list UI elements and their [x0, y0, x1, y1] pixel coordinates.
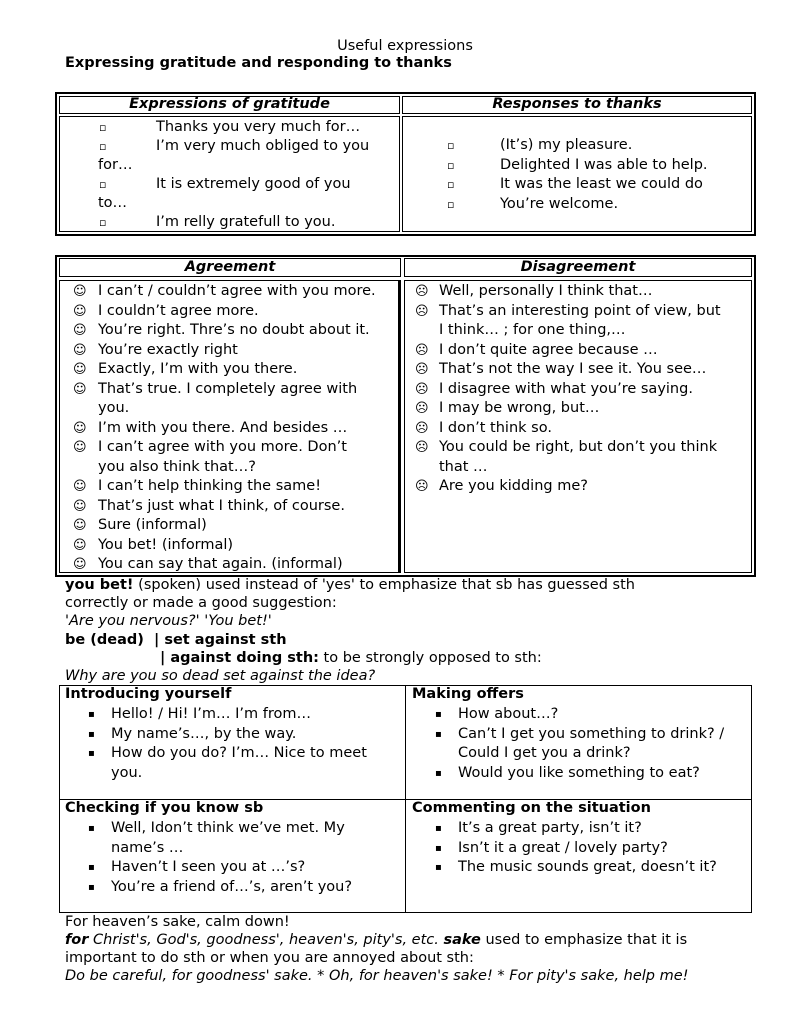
- situation-title: Checking if you know sb: [65, 800, 264, 816]
- frown-icon: ☹: [415, 342, 429, 358]
- frown-icon: ☹: [415, 284, 429, 299]
- smiley-icon: ☺: [73, 440, 87, 455]
- frown-icon: ☹: [415, 479, 429, 494]
- situation-phrase: Isn’t it a great / lovely party?: [458, 839, 668, 856]
- agreement-phrase: You’re right. Thre’s no doubt about it.: [98, 322, 370, 338]
- smiley-icon: ☺: [73, 362, 87, 377]
- situation-title: Making offers: [412, 686, 524, 702]
- page-title: Useful expressions: [337, 38, 473, 54]
- thanks-response: You’re welcome.: [500, 196, 619, 212]
- agreement-phrase: That’s just what I think, of course.: [98, 497, 345, 514]
- square-bullet-icon: ▫: [447, 198, 455, 211]
- situation-phrase: You’re a friend of…’s, aren’t you?: [111, 878, 353, 895]
- gratitude-expression: It is extremely good of you: [156, 176, 351, 192]
- disagreement-phrase: Well, personally I think that…: [439, 283, 653, 299]
- smiley-icon: ☺: [73, 498, 87, 514]
- frown-icon: ☹: [415, 420, 429, 436]
- set-against-def: to be strongly opposed to sth:: [318, 650, 542, 666]
- page-subtitle: Expressing gratitude and responding to thanks: [65, 55, 452, 71]
- square-bullet-icon: ▪: [88, 881, 95, 893]
- situation-phrase: Hello! / Hi! I’m… I’m from…: [111, 706, 312, 722]
- agreement-header: Agreement: [184, 259, 276, 275]
- set-against-definition: [160, 649, 542, 668]
- smiley-icon: ☺: [73, 323, 87, 338]
- for-sake-example: Do be careful, for goodness' sake. * Oh, for heaven's sake! * For pity's sake, help me!: [65, 968, 689, 984]
- smiley-icon: ☺: [73, 479, 87, 494]
- for-sake-def-2: important to do sth or when you are annoyed about sth:: [65, 950, 474, 966]
- smiley-icon: ☺: [73, 537, 87, 553]
- situation-phrase: Well, Idon’t think we’ve met. My: [111, 820, 345, 836]
- you-bet-def: (spoken) used instead of 'yes' to emphasize that sb has guessed sth: [133, 577, 635, 593]
- disagreement-phrase-continued: I think… ; for one thing,…: [439, 322, 626, 338]
- agreement-phrase-continued: you.: [98, 400, 130, 416]
- square-bullet-icon: ▪: [435, 823, 442, 834]
- footer-example-1: For heaven’s sake, calm down!: [65, 914, 290, 930]
- smiley-icon: ☺: [73, 381, 87, 397]
- for-word: for: [65, 932, 89, 948]
- disagreement-phrase-continued: that …: [439, 458, 488, 475]
- disagreement-phrase: I don’t think so.: [439, 419, 552, 436]
- square-bullet-icon: ▫: [447, 178, 455, 191]
- square-bullet-icon: ▪: [435, 842, 442, 854]
- smiley-icon: ☺: [73, 518, 87, 533]
- disagreement-phrase: That’s not the way I see it. You see…: [439, 361, 707, 377]
- agreement-phrase: I couldn’t agree more.: [98, 302, 259, 319]
- agreement-phrase: You can say that again. (informal): [98, 556, 343, 572]
- situation-phrase: Would you like something to eat?: [458, 764, 700, 781]
- situation-phrase: My name’s…, by the way.: [111, 725, 297, 742]
- thanks-response: (It’s) my pleasure.: [500, 137, 633, 153]
- smiley-icon: ☺: [73, 557, 87, 572]
- gratitude-expression-continued: to…: [98, 195, 128, 211]
- situation-phrase: How about…?: [458, 706, 559, 722]
- square-bullet-icon: ▪: [88, 748, 95, 759]
- agreement-phrase: Exactly, I’m with you there.: [98, 361, 298, 377]
- situation-phrase: Can’t I get you something to drink? /: [458, 725, 725, 742]
- agreement-phrase: Sure (informal): [98, 517, 207, 533]
- you-bet-term: you bet!: [65, 577, 134, 593]
- square-bullet-icon: ▪: [88, 823, 95, 834]
- square-bullet-icon: ▪: [435, 862, 442, 873]
- square-bullet-icon: ▫: [99, 178, 107, 191]
- agreement-phrase: I can’t / couldn’t agree with you more.: [98, 283, 376, 299]
- square-bullet-icon: ▫: [447, 139, 455, 152]
- gratitude-expression: I’m very much obliged to you: [156, 138, 370, 154]
- situation-phrase: It’s a great party, isn’t it?: [458, 820, 642, 836]
- you-bet-definition: [65, 576, 635, 595]
- sake-word: sake: [443, 932, 481, 948]
- disagreement-phrase: Are you kidding me?: [439, 478, 588, 494]
- smiley-icon: ☺: [73, 303, 87, 319]
- agreement-phrase: That’s true. I completely agree with: [98, 380, 358, 397]
- frown-icon: ☹: [415, 362, 429, 377]
- thanks-response: Delighted I was able to help.: [500, 157, 708, 173]
- square-bullet-icon: ▫: [99, 140, 107, 153]
- disagreement-phrase: You could be right, but don’t you think: [439, 439, 718, 455]
- thanks-response: It was the least we could do: [500, 176, 703, 192]
- agreement-phrase: I’m with you there. And besides …: [98, 419, 348, 436]
- agreement-phrase: I can’t agree with you more. Don’t: [98, 439, 347, 455]
- square-bullet-icon: ▪: [435, 767, 442, 779]
- situation-phrase: name’s …: [111, 839, 184, 856]
- for-sake-definition: [65, 931, 687, 950]
- agreement-phrase-continued: you also think that…?: [98, 458, 256, 475]
- frown-icon: ☹: [415, 303, 429, 319]
- disagreement-phrase: That’s an interesting point of view, but: [439, 302, 721, 319]
- situation-phrase: The music sounds great, doesn’t it?: [458, 859, 717, 875]
- square-bullet-icon: ▪: [88, 862, 95, 873]
- situation-phrase: Haven’t I seen you at …’s?: [111, 859, 306, 875]
- situation-title: Introducing yourself: [65, 686, 232, 702]
- gratitude-expression-continued: for…: [98, 157, 133, 173]
- frown-icon: ☹: [415, 381, 429, 397]
- agreement-phrase: You’re exactly right: [98, 341, 238, 358]
- disagreement-phrase: I don’t quite agree because …: [439, 341, 658, 358]
- smiley-icon: ☺: [73, 284, 87, 299]
- disagreement-phrase: I may be wrong, but…: [439, 400, 600, 416]
- square-bullet-icon: ▪: [435, 709, 442, 720]
- gratitude-left-header: Expressions of gratitude: [129, 96, 330, 112]
- smiley-icon: ☺: [73, 342, 87, 358]
- gratitude-expression: I’m relly gratefull to you.: [156, 214, 336, 230]
- smiley-icon: ☺: [73, 420, 87, 436]
- you-bet-def-2: correctly or made a good suggestion:: [65, 595, 337, 611]
- for-sake-mid: Christ's, God's, goodness', heaven's, pity's, etc.: [88, 932, 444, 948]
- square-bullet-icon: ▫: [99, 121, 107, 134]
- frown-icon: ☹: [415, 440, 429, 455]
- square-bullet-icon: ▪: [88, 728, 95, 740]
- square-bullet-icon: ▪: [88, 709, 95, 720]
- disagreement-header: Disagreement: [520, 259, 636, 275]
- square-bullet-icon: ▪: [435, 728, 442, 740]
- disagreement-phrase: I disagree with what you’re saying.: [439, 380, 693, 397]
- gratitude-right-header: Responses to thanks: [492, 96, 662, 112]
- for-sake-def: used to emphasize that it is: [480, 932, 688, 948]
- set-against-term-2: | against doing sth:: [160, 650, 319, 666]
- set-against-term: be (dead) | set against sth: [65, 632, 287, 648]
- agreement-phrase: You bet! (informal): [98, 536, 234, 553]
- gratitude-expression: Thanks you very much for…: [156, 119, 361, 135]
- situation-title: Commenting on the situation: [412, 800, 651, 816]
- situation-phrase: How do you do? I’m… Nice to meet: [111, 745, 367, 761]
- frown-icon: ☹: [415, 401, 429, 416]
- you-bet-example: 'Are you nervous?' 'You bet!': [65, 613, 272, 629]
- set-against-example: Why are you so dead set against the idea?: [65, 668, 376, 684]
- situation-phrase: Could I get you a drink?: [458, 745, 631, 761]
- square-bullet-icon: ▫: [99, 216, 107, 229]
- square-bullet-icon: ▫: [447, 159, 455, 172]
- agreement-phrase: I can’t help thinking the same!: [98, 478, 322, 494]
- situation-phrase: you.: [111, 764, 143, 781]
